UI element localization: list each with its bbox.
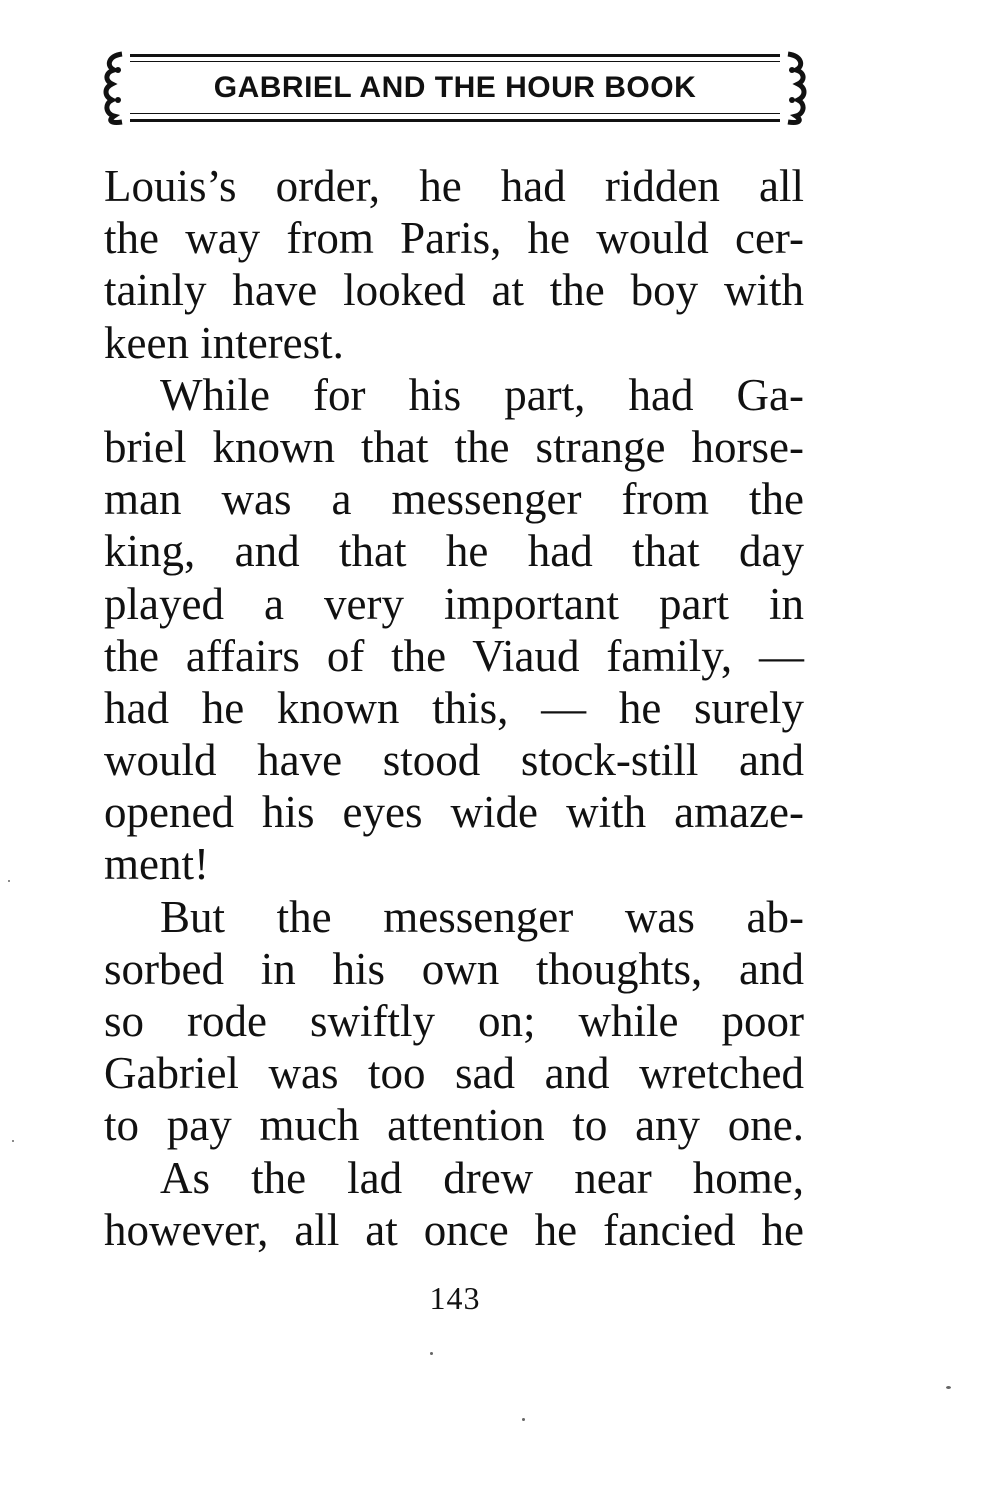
text-line: sorbed in his own thoughts, and: [104, 943, 804, 994]
scan-speck: [946, 1386, 951, 1389]
text-line: so rode swiftly on; while poor: [104, 996, 804, 1046]
scan-speck: [522, 1418, 525, 1421]
text-line: to pay much attention to any one.: [104, 1100, 804, 1151]
text-line: ment!: [104, 839, 209, 890]
running-header: [100, 50, 810, 128]
text-line: played a very important part in: [104, 578, 804, 629]
text-line: But the messenger was ab-: [160, 891, 804, 942]
scan-speck: [12, 1140, 14, 1142]
text-line: opened his eyes wide with amaze-: [104, 787, 804, 838]
page-number: 143: [429, 1280, 481, 1316]
text-line: Louis’s order, he had ridden all: [104, 161, 804, 211]
text-line: briel known that the strange horse-: [104, 421, 804, 472]
text-line: man was a messenger from the: [104, 474, 804, 525]
text-line: however, all at once he fancied he: [104, 1204, 804, 1255]
header-rule: [130, 61, 780, 62]
text-line: Gabriel was too sad and wretched: [104, 1048, 804, 1099]
scroll-ornament-icon: [100, 50, 130, 126]
text-line: would have stood stock-still and: [104, 735, 804, 786]
text-line: keen interest.: [104, 317, 344, 368]
header-rule: [130, 113, 780, 114]
text-line: While for his part, had Ga-: [160, 369, 804, 420]
text-line: As the lad drew near home,: [160, 1152, 804, 1203]
text-line: the way from Paris, he would cer-: [104, 213, 804, 264]
text-line: the affairs of the Viaud family, —: [104, 630, 804, 681]
text-line: king, and that he had that day: [104, 526, 804, 577]
running-title: GABRIEL AND THE HOUR BOOK: [213, 71, 697, 104]
text-line: had he known this, — he surely: [104, 682, 804, 733]
text-line: tainly have looked at the boy with: [104, 265, 804, 316]
scan-speck: [8, 880, 10, 882]
scroll-ornament-icon: [780, 50, 810, 126]
header-rule: [130, 54, 780, 57]
scan-speck: [430, 1352, 433, 1355]
header-rule: [130, 119, 780, 122]
body-text: [104, 160, 804, 1256]
